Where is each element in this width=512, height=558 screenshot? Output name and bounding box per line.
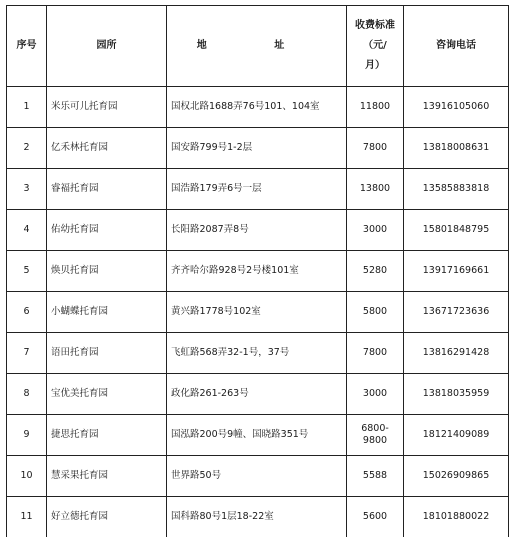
table-header-row: [7, 6, 509, 87]
row-phone: 15801848795: [404, 210, 509, 251]
table-row: [7, 87, 509, 128]
table-row: [7, 169, 509, 210]
row-name: 好立德托育园: [47, 497, 167, 538]
row-phone: 13816291428: [404, 333, 509, 374]
header-no: 序号: [7, 6, 47, 87]
row-fee: 7800: [347, 128, 404, 169]
row-name: 睿福托育园: [47, 169, 167, 210]
header-fee-line3: 月）: [365, 60, 385, 71]
row-fee: 3000: [347, 210, 404, 251]
row-name: 佑幼托育园: [47, 210, 167, 251]
row-phone: 13916105060: [404, 87, 509, 128]
row-no: 4: [7, 210, 47, 251]
row-no: 8: [7, 374, 47, 415]
row-address: 国科路80号1层18-22室: [167, 497, 347, 538]
row-phone: 13818008631: [404, 128, 509, 169]
header-address-text: 地 址: [196, 40, 317, 51]
table-row: [7, 251, 509, 292]
row-no: 9: [7, 415, 47, 456]
header-phone: 咨询电话: [404, 6, 509, 87]
row-name: 焕贝托育园: [47, 251, 167, 292]
row-fee: 5588: [347, 456, 404, 497]
row-address: 长阳路2087弄8号: [167, 210, 347, 251]
row-name: 语田托育园: [47, 333, 167, 374]
row-no: 11: [7, 497, 47, 538]
row-name: 米乐可儿托育园: [47, 87, 167, 128]
row-address: 国权北路1688弄76号101、104室: [167, 87, 347, 128]
row-fee: 5280: [347, 251, 404, 292]
row-phone: 13818035959: [404, 374, 509, 415]
row-fee: 5600: [347, 497, 404, 538]
row-fee: 3000: [347, 374, 404, 415]
row-name: 捷思托育园: [47, 415, 167, 456]
row-no: 10: [7, 456, 47, 497]
table-row: [7, 497, 509, 538]
row-fee: 5800: [347, 292, 404, 333]
row-phone: 13917169661: [404, 251, 509, 292]
row-fee-line1: 6800-: [361, 423, 389, 434]
header-fee-line2: （元/: [363, 40, 387, 51]
table-row: [7, 292, 509, 333]
row-name: 宝优美托育园: [47, 374, 167, 415]
row-name: 亿禾林托育园: [47, 128, 167, 169]
table-row: [7, 374, 509, 415]
header-address: [167, 6, 347, 87]
row-no: 2: [7, 128, 47, 169]
table-row: [7, 333, 509, 374]
row-name: 慧采果托育园: [47, 456, 167, 497]
nursery-fee-table: [6, 5, 509, 537]
row-fee: 11800: [347, 87, 404, 128]
row-phone: 18121409089: [404, 415, 509, 456]
row-phone: 18101880022: [404, 497, 509, 538]
row-no: 1: [7, 87, 47, 128]
row-address: 世界路50号: [167, 456, 347, 497]
row-address: 国浩路179弄6号一层: [167, 169, 347, 210]
table-row: [7, 210, 509, 251]
row-address: 国泓路200号9幢、国晓路351号: [167, 415, 347, 456]
row-name: 小蝴蝶托育园: [47, 292, 167, 333]
header-fee-line1: 收费标准: [355, 20, 395, 31]
row-no: 5: [7, 251, 47, 292]
row-phone: 15026909865: [404, 456, 509, 497]
row-phone: 13671723636: [404, 292, 509, 333]
header-name: 园所: [47, 6, 167, 87]
row-no: 6: [7, 292, 47, 333]
row-address: 政化路261-263号: [167, 374, 347, 415]
row-address: 飞虹路568弄32-1号，37号: [167, 333, 347, 374]
row-phone: 13585883818: [404, 169, 509, 210]
table-row: [7, 415, 509, 456]
row-address: 黄兴路1778号102室: [167, 292, 347, 333]
row-fee: 7800: [347, 333, 404, 374]
row-address: 齐齐哈尔路928号2号楼101室: [167, 251, 347, 292]
table-row: [7, 456, 509, 497]
row-fee-line2: 9800: [362, 435, 388, 446]
row-fee: 13800: [347, 169, 404, 210]
row-fee: [347, 415, 404, 456]
row-address: 国安路799号1-2层: [167, 128, 347, 169]
header-fee: [347, 6, 404, 87]
row-no: 3: [7, 169, 47, 210]
row-no: 7: [7, 333, 47, 374]
table-row: [7, 128, 509, 169]
